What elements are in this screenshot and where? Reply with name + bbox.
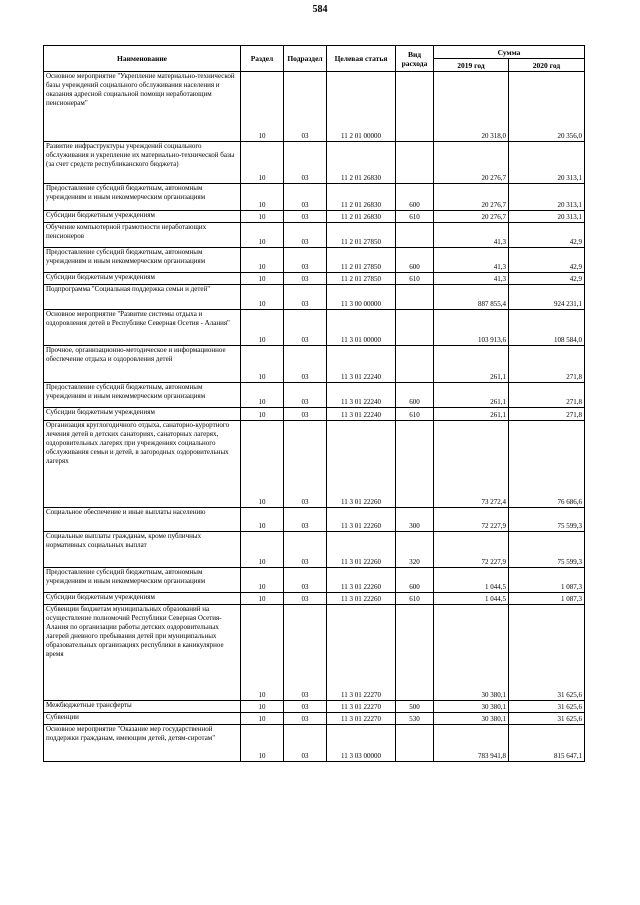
row-2019-cell: 41,3 <box>434 248 509 273</box>
row-2020-cell: 75 599,3 <box>509 532 585 568</box>
header-sum: Сумма <box>434 46 585 59</box>
row-section-cell: 10 <box>241 508 284 532</box>
row-expense-type-cell <box>396 421 434 508</box>
row-2020-cell: 1 087,3 <box>509 593 585 605</box>
row-expense-type-cell: 610 <box>396 408 434 421</box>
row-2019-cell: 30 380,1 <box>434 713 509 725</box>
row-expense-type-cell: 530 <box>396 713 434 725</box>
row-2020-cell: 42,9 <box>509 273 585 285</box>
header-expense-type: Вид расхода <box>396 46 434 72</box>
row-section-cell: 10 <box>241 285 284 310</box>
header-year-2019: 2019 год <box>434 59 509 72</box>
row-2019-cell: 261,1 <box>434 383 509 408</box>
row-name-cell: Организация круглогодичного отдыха, санаторно-курортного лечения детей в детских санаториях, санаторных лагерях, оздоровительных лагерях при учреждениях социального обслуживания семьи и детей, в загородных оздоровительных лагерях <box>44 421 241 508</box>
row-target-cell: 11 2 01 26830 <box>327 211 396 223</box>
row-name-cell: Подпрограмма "Социальная поддержка семьи и детей" <box>44 285 241 310</box>
row-name-cell: Субсидии бюджетным учреждениям <box>44 211 241 223</box>
row-section-cell: 10 <box>241 223 284 248</box>
header-target: Целевая статья <box>327 46 396 72</box>
row-2020-cell: 108 584,0 <box>509 310 585 346</box>
table-row <box>44 605 585 701</box>
row-subsection-cell: 03 <box>284 184 327 211</box>
row-2020-cell: 1 087,3 <box>509 568 585 593</box>
row-section-cell: 10 <box>241 713 284 725</box>
row-target-cell: 11 2 01 00000 <box>327 72 396 142</box>
row-section-cell: 10 <box>241 421 284 508</box>
row-expense-type-cell: 610 <box>396 273 434 285</box>
table-row <box>44 223 585 248</box>
row-section-cell: 10 <box>241 346 284 383</box>
row-2019-cell: 41,3 <box>434 223 509 248</box>
row-subsection-cell: 03 <box>284 223 327 248</box>
row-target-cell: 11 3 01 22270 <box>327 713 396 725</box>
row-name-cell: Предоставление субсидий бюджетным, автономным учреждениям и иным некоммерческим организациям <box>44 248 241 273</box>
table-row <box>44 184 585 211</box>
row-expense-type-cell: 600 <box>396 184 434 211</box>
row-target-cell: 11 3 01 22240 <box>327 408 396 421</box>
row-2020-cell: 20 313,1 <box>509 211 585 223</box>
table-row <box>44 713 585 725</box>
row-2019-cell: 72 227,9 <box>434 532 509 568</box>
row-target-cell: 11 3 01 22270 <box>327 701 396 713</box>
row-name-cell: Обучение компьютерной грамотности неработающих пенсионеров <box>44 223 241 248</box>
row-target-cell: 11 3 01 22260 <box>327 568 396 593</box>
row-subsection-cell: 03 <box>284 72 327 142</box>
row-subsection-cell: 03 <box>284 408 327 421</box>
row-target-cell: 11 3 01 22240 <box>327 383 396 408</box>
row-subsection-cell: 03 <box>284 346 327 383</box>
row-target-cell: 11 3 01 00000 <box>327 310 396 346</box>
row-2019-cell: 20 276,7 <box>434 142 509 184</box>
row-2020-cell: 271,8 <box>509 408 585 421</box>
row-name-cell: Социальные выплаты гражданам, кроме публичных нормативных социальных выплат <box>44 532 241 568</box>
row-2020-cell: 31 625,6 <box>509 713 585 725</box>
table-row <box>44 248 585 273</box>
row-2020-cell: 76 686,6 <box>509 421 585 508</box>
row-expense-type-cell: 320 <box>396 532 434 568</box>
header-year-2020: 2020 год <box>509 59 585 72</box>
row-2019-cell: 73 272,4 <box>434 421 509 508</box>
row-2020-cell: 271,8 <box>509 346 585 383</box>
row-expense-type-cell <box>396 72 434 142</box>
row-target-cell: 11 2 01 27850 <box>327 223 396 248</box>
row-section-cell: 10 <box>241 593 284 605</box>
page-number: 584 <box>312 4 328 15</box>
row-subsection-cell: 03 <box>284 532 327 568</box>
row-name-cell: Субвенции бюджетам муниципальных образований на осуществление полномочий Республики Северная Осетия-Алания по организации работы детских оздоровительных лагерей дневного пребывания детей при муниципальных образовательных организациях республики в каникулярное время <box>44 605 241 701</box>
row-subsection-cell: 03 <box>284 605 327 701</box>
row-section-cell: 10 <box>241 72 284 142</box>
row-2019-cell: 41,3 <box>434 273 509 285</box>
row-section-cell: 10 <box>241 273 284 285</box>
row-subsection-cell: 03 <box>284 508 327 532</box>
row-2020-cell: 815 647,1 <box>509 725 585 762</box>
budget-table <box>43 45 585 762</box>
row-2019-cell: 887 855,4 <box>434 285 509 310</box>
row-name-cell: Основное мероприятие "Оказание мер государственной поддержки гражданам, имеющим детей, детям-сиротам" <box>44 725 241 762</box>
row-subsection-cell: 03 <box>284 383 327 408</box>
row-name-cell: Прочное, организационно-методическое и информационное обеспечение отдыха и оздоровления детей <box>44 346 241 383</box>
row-2020-cell: 42,9 <box>509 223 585 248</box>
header-name: Наименование <box>44 46 241 72</box>
row-target-cell: 11 3 00 00000 <box>327 285 396 310</box>
row-section-cell: 10 <box>241 383 284 408</box>
row-2020-cell: 924 231,1 <box>509 285 585 310</box>
row-2019-cell: 20 276,7 <box>434 184 509 211</box>
row-2020-cell: 75 599,3 <box>509 508 585 532</box>
table-row <box>44 346 585 383</box>
table-row <box>44 421 585 508</box>
row-subsection-cell: 03 <box>284 248 327 273</box>
row-section-cell: 10 <box>241 725 284 762</box>
row-expense-type-cell <box>396 605 434 701</box>
row-section-cell: 10 <box>241 408 284 421</box>
header-section: Раздел <box>241 46 284 72</box>
row-name-cell: Развитие инфраструктуры учреждений социального обслуживания и укрепление их материально-технической базы (за счет средств республиканского бюджета) <box>44 142 241 184</box>
row-2020-cell: 271,8 <box>509 383 585 408</box>
row-2019-cell: 72 227,9 <box>434 508 509 532</box>
row-expense-type-cell: 610 <box>396 211 434 223</box>
row-2019-cell: 1 044,5 <box>434 568 509 593</box>
row-expense-type-cell <box>396 223 434 248</box>
row-subsection-cell: 03 <box>284 713 327 725</box>
table-row <box>44 568 585 593</box>
row-name-cell: Предоставление субсидий бюджетным, автономным учреждениям и иным некоммерческим организациям <box>44 383 241 408</box>
row-subsection-cell: 03 <box>284 310 327 346</box>
row-target-cell: 11 3 01 22240 <box>327 346 396 383</box>
row-2020-cell: 31 625,6 <box>509 701 585 713</box>
row-target-cell: 11 3 01 22270 <box>327 605 396 701</box>
row-subsection-cell: 03 <box>284 421 327 508</box>
table-body <box>44 72 585 762</box>
row-2019-cell: 1 044,5 <box>434 593 509 605</box>
row-2020-cell: 20 313,1 <box>509 142 585 184</box>
row-name-cell: Основное мероприятие "Укрепление материально-технической базы учреждений социального обслуживания населения и оказания адресной социальной помощи неработающим пенсионерам" <box>44 72 241 142</box>
table-row <box>44 142 585 184</box>
row-section-cell: 10 <box>241 211 284 223</box>
row-subsection-cell: 03 <box>284 211 327 223</box>
row-expense-type-cell: 600 <box>396 248 434 273</box>
row-expense-type-cell: 300 <box>396 508 434 532</box>
row-2020-cell: 20 313,1 <box>509 184 585 211</box>
row-target-cell: 11 3 01 22260 <box>327 508 396 532</box>
row-target-cell: 11 2 01 26830 <box>327 142 396 184</box>
row-section-cell: 10 <box>241 184 284 211</box>
table-row <box>44 383 585 408</box>
row-target-cell: 11 2 01 27850 <box>327 248 396 273</box>
row-2020-cell: 31 625,6 <box>509 605 585 701</box>
table-row <box>44 285 585 310</box>
row-name-cell: Субсидии бюджетным учреждениям <box>44 593 241 605</box>
table-row <box>44 408 585 421</box>
row-expense-type-cell <box>396 725 434 762</box>
row-expense-type-cell: 610 <box>396 593 434 605</box>
table-row <box>44 593 585 605</box>
row-target-cell: 11 2 01 27850 <box>327 273 396 285</box>
row-2020-cell: 20 356,0 <box>509 72 585 142</box>
row-name-cell: Предоставление субсидий бюджетным, автономным учреждениям и иным некоммерческим организациям <box>44 184 241 211</box>
row-section-cell: 10 <box>241 532 284 568</box>
row-target-cell: 11 3 01 22260 <box>327 593 396 605</box>
row-expense-type-cell: 600 <box>396 568 434 593</box>
row-subsection-cell: 03 <box>284 701 327 713</box>
row-section-cell: 10 <box>241 142 284 184</box>
header-subsection: Подраздел <box>284 46 327 72</box>
row-2019-cell: 30 380,1 <box>434 605 509 701</box>
table-row <box>44 273 585 285</box>
row-expense-type-cell: 500 <box>396 701 434 713</box>
row-subsection-cell: 03 <box>284 725 327 762</box>
row-expense-type-cell <box>396 310 434 346</box>
row-name-cell: Субвенции <box>44 713 241 725</box>
row-section-cell: 10 <box>241 568 284 593</box>
row-name-cell: Субсидии бюджетным учреждениям <box>44 408 241 421</box>
row-expense-type-cell <box>396 346 434 383</box>
row-subsection-cell: 03 <box>284 285 327 310</box>
row-target-cell: 11 3 01 22260 <box>327 532 396 568</box>
row-expense-type-cell: 600 <box>396 383 434 408</box>
row-section-cell: 10 <box>241 248 284 273</box>
row-2019-cell: 261,1 <box>434 346 509 383</box>
row-expense-type-cell <box>396 142 434 184</box>
row-2019-cell: 20 318,0 <box>434 72 509 142</box>
row-section-cell: 10 <box>241 605 284 701</box>
row-2019-cell: 20 276,7 <box>434 211 509 223</box>
row-section-cell: 10 <box>241 310 284 346</box>
row-target-cell: 11 2 01 26830 <box>327 184 396 211</box>
row-subsection-cell: 03 <box>284 142 327 184</box>
row-2019-cell: 783 941,8 <box>434 725 509 762</box>
row-name-cell: Социальное обеспечение и иные выплаты населению <box>44 508 241 532</box>
table-row <box>44 211 585 223</box>
row-subsection-cell: 03 <box>284 593 327 605</box>
row-2020-cell: 42,9 <box>509 248 585 273</box>
table-row <box>44 508 585 532</box>
row-name-cell: Субсидии бюджетным учреждениям <box>44 273 241 285</box>
row-subsection-cell: 03 <box>284 273 327 285</box>
row-2019-cell: 261,1 <box>434 408 509 421</box>
table-row <box>44 725 585 762</box>
row-expense-type-cell <box>396 285 434 310</box>
row-subsection-cell: 03 <box>284 568 327 593</box>
table-row <box>44 310 585 346</box>
row-target-cell: 11 3 03 00000 <box>327 725 396 762</box>
row-section-cell: 10 <box>241 701 284 713</box>
table-row <box>44 532 585 568</box>
table-row <box>44 72 585 142</box>
row-2019-cell: 103 913,6 <box>434 310 509 346</box>
row-name-cell: Предоставление субсидий бюджетным, автономным учреждениям и иным некоммерческим организациям <box>44 568 241 593</box>
row-target-cell: 11 3 01 22260 <box>327 421 396 508</box>
row-name-cell: Основное мероприятие "Развитие системы отдыха и оздоровления детей в Республике Северная Осетия - Алания" <box>44 310 241 346</box>
row-name-cell: Межбюджетные трансферты <box>44 701 241 713</box>
table-row <box>44 701 585 713</box>
row-2019-cell: 30 380,1 <box>434 701 509 713</box>
